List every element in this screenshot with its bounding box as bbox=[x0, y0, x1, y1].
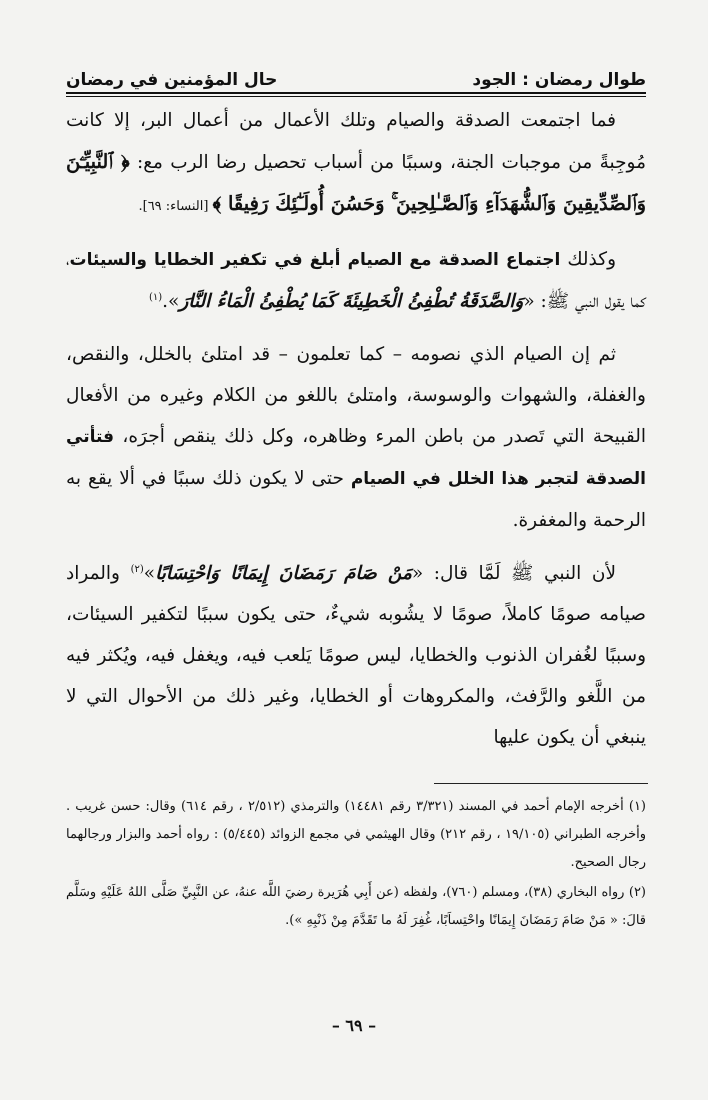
chapter-title: حال المؤمنين في رمضان bbox=[66, 70, 278, 90]
paragraph-1 bbox=[66, 100, 646, 227]
text-span: ، كما يقول النبي ﷺ: « bbox=[66, 249, 646, 312]
hadith-quote: مَنْ صَامَ رَمَضَانَ إِيمَانًا وَاحْتِسَابًا bbox=[155, 563, 412, 584]
paragraph-4 bbox=[66, 553, 646, 758]
running-header bbox=[66, 58, 646, 90]
footnote-2: (٢) رواه البخاري (٣٨)، ومسلم (٧٦٠)، ولفظه (عن أَبِي هُرَيرة رضيَ اللَّه عنهُ، عن النَّبِيِّ صَلَّى اللهُ عَلَيْهِ وسَلَّم قالَ: « مَنْ صَامَ رَمَضَانَ إِيمَانًا واحْتِساَبًا، غُفِرَ لَهُ ما تَقَدَّمَ مِنْ ذَنْبِهِ »). bbox=[66, 885, 646, 928]
text-span: والمراد صيامه صومًا كاملاً، صومًا لا يشُوبه شيءٌ، حتى يكون سببًا لتكفير السيئات، وسببًا لغُفران الذنوب والخطايا، ليس صومًا يَلعب فيه، ويغفل فيه، ويُكثر فيه من اللَّغو والرَّفث، والمكروهات أو الخطايا، وغير ذلك من الأحوال التي لا ينبغي أن يكون عليها bbox=[66, 563, 646, 748]
text-span: وكذلك bbox=[560, 249, 617, 270]
bold-emphasis: اجتماع الصدقة مع الصيام أبلغ في تكفير الخطايا والسيئات bbox=[69, 250, 561, 270]
text-span: ». bbox=[162, 291, 180, 312]
text-span: حتى لا يكون ذلك سببًا في ألا يقع به الرحمة والمغفرة. bbox=[66, 468, 646, 531]
text-span: فما اجتمعت الصدقة والصيام وتلك الأعمال من أعمال البر، إلا كانت مُوجِبةً من موجبات الجنة، وسببًا من أسباب تحصيل رضا الرب مع: bbox=[66, 110, 646, 173]
footnote-1: (١) أخرجه الإمام أحمد في المسند (٣/٣٢١ رقم ١٤٤٨١) والترمذي (٢/٥١٢ ، رقم ٦١٤) وقال: حسن غريب . وأخرجه الطبراني (١٩/١٠٥ ، رقم ٢١٢) وقال الهيثمي في مجمع الزوائد (٥/٤٤٥) : رواه أحمد والبزار ورجالهما رجال الصحيح. bbox=[66, 799, 647, 870]
footnotes bbox=[66, 793, 646, 935]
footnote-separator bbox=[434, 783, 648, 784]
text-span: ثم إن الصيام الذي نصومه – كما تعلمون – قد امتلئ بالخلل، والنقص، والغفلة، والشهوات والوسوسة، وامتلئ باللغو من الكلام وغيره من الأفعال القبيحة التي تَصدر من باطن المرء وظاهره، وكل ذلك ينقص أجرَه، bbox=[66, 344, 646, 447]
book-title: طوال رمضان : الجود bbox=[472, 70, 646, 90]
text-span: » bbox=[143, 563, 156, 584]
header-rule bbox=[66, 92, 646, 94]
page-number: – ٦٩ – bbox=[331, 1016, 377, 1035]
header-rule-thin bbox=[66, 96, 646, 97]
quran-verse: ﴿ ٱلنَّبِيِّـۧنَ وَٱلصِّدِّيقِينَ وَٱلشُّهَدَآءِ وَٱلصَّـٰلِحِينَ ۚ وَحَسُنَ أُولَـٰٓئِكَ رَفِيقًا ﴾ bbox=[66, 150, 646, 215]
bold-emphasis: فتأتي الصدقة لتجبر هذا الخلل في الصيام bbox=[66, 427, 646, 489]
verse-reference: [النساء: ٦٩]. bbox=[138, 199, 213, 214]
paragraph-3 bbox=[66, 334, 646, 541]
main-text bbox=[66, 100, 646, 758]
footnote-mark-1: (١) bbox=[148, 291, 163, 303]
footnote-mark-2: (٢) bbox=[130, 563, 144, 575]
hadith-quote: وَالصَّدَقَةُ تُطْفِئُ الْخَطِيئَةَ كَمَا يُطْفِئُ الْمَاءُ النَّارَ bbox=[179, 291, 524, 312]
paragraph-2 bbox=[66, 239, 646, 322]
text-span: لأن النبي ﷺ لَمَّا قال: « bbox=[411, 563, 617, 584]
